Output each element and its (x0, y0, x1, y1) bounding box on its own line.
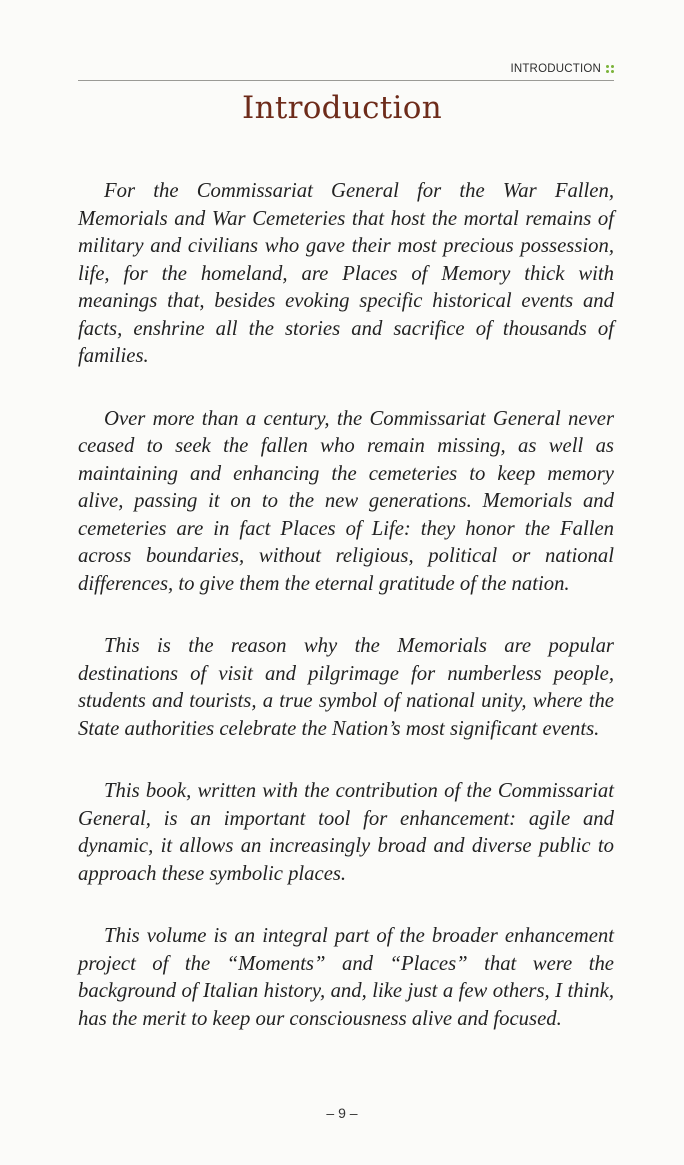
green-dots-icon (606, 65, 614, 73)
page-number: – 9 – (326, 1105, 358, 1121)
paragraph-2: Over more than a century, the Commissariat General never ceased to seek the fallen who remain missing, as well as maintaining and enhancing the cemeteries to keep memory alive, passing it on to the new generations. Memorials and cemeteries are in fact Places of Life: they honor the Fallen across boundaries, without religious, political or national differences, to give them the eternal gratitude of the nation. (78, 407, 614, 595)
paragraph-3: This is the reason why the Memorials are popular destinations of visit and pilgrimage for numberless people, students and tourists, a true symbol of national unity, where the State authorities celebrate the Nation’s most significant events. (78, 635, 614, 740)
paragraph-4: This book, written with the contribution of the Commissariat General, is an important tool for enhancement: agile and dynamic, it allows an increasingly broad and diverse public to approach these symbolic places. (78, 780, 614, 885)
paragraph-1: For the Commissariat General for the War Fallen, Memorials and War Cemeteries that host the mortal remains of military and civilians who gave their most precious possession, life, for the homeland, are Places of Memory thick with meanings that, besides evoking specific historical events and facts, enshrine all the stories and sacrifice of thousands of families. (78, 180, 614, 367)
running-head-label: INTRODUCTION (510, 63, 601, 75)
header-rule (78, 80, 614, 81)
paragraph-5: This volume is an integral part of the broader enhancement project of the “Moments” and “Places” that were the background of Italian history, and, like just a few others, I think, has the merit to keep our consciousness alive and focused. (78, 925, 614, 1030)
running-head (510, 63, 614, 75)
body-text (78, 178, 614, 1068)
page-title: Introduction (242, 90, 442, 126)
